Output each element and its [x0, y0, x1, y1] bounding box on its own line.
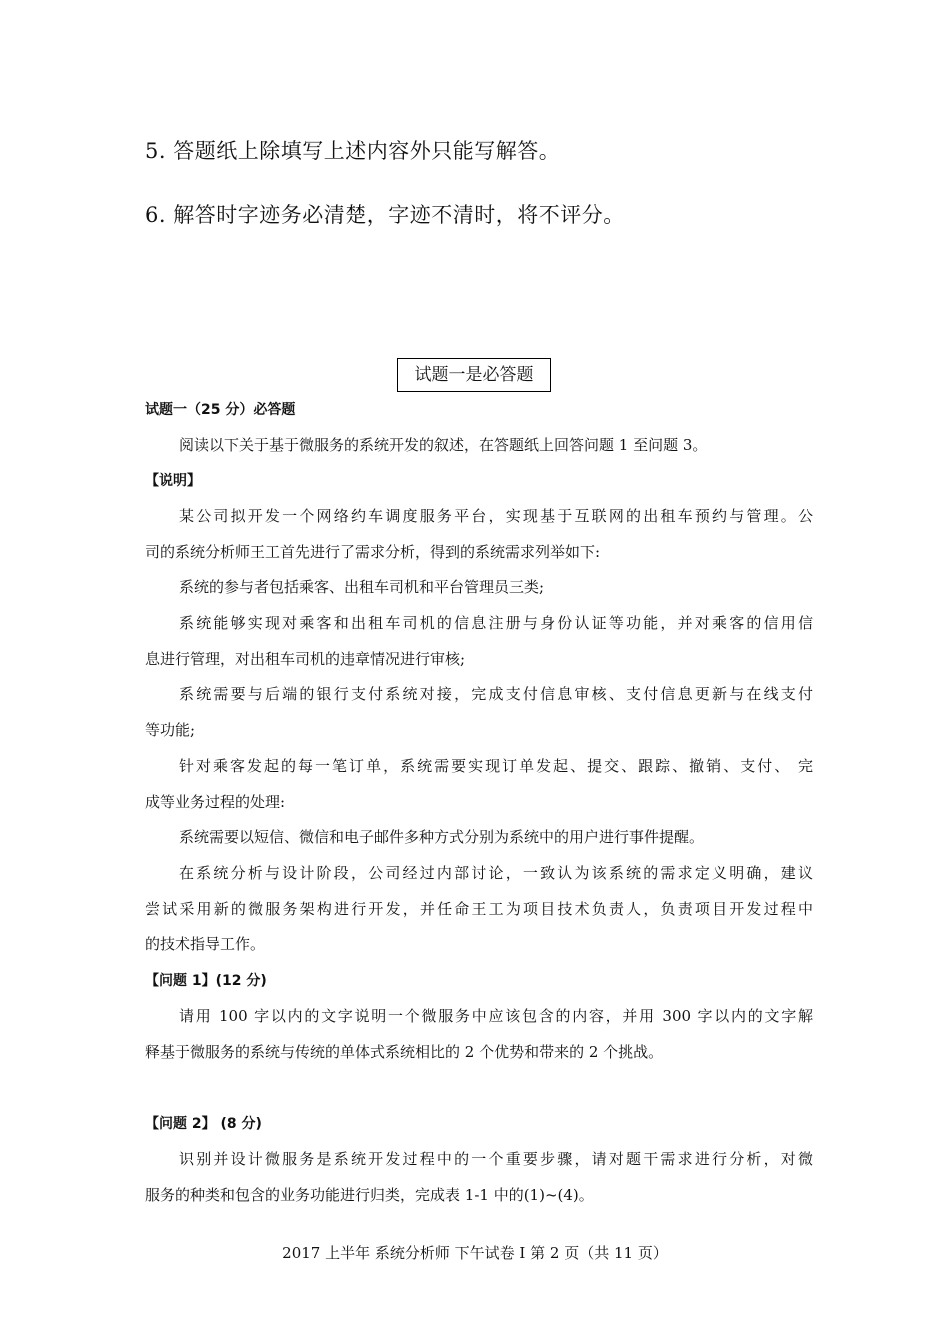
description-line: 尝试采用新的微服务架构进行开发，并任命王工为项目技术负责人，负责项目开发过程中: [145, 900, 813, 918]
description-line: 系统能够实现对乘客和出租车司机的信息注册与身份认证等功能，并对乘客的信用信: [179, 614, 813, 632]
description-line: 系统需要以短信、微信和电子邮件多种方式分别为系统中的用户进行事件提醒。: [179, 828, 705, 846]
description-line: 司的系统分析师王工首先进行了需求分析，得到的系统需求列举如下:: [145, 543, 601, 561]
question-1-line: 释基于微服务的系统与传统的单体式系统相比的 2 个优势和带来的 2 个挑战。: [145, 1043, 664, 1061]
description-line: 成等业务过程的处理:: [145, 793, 286, 811]
description-line: 在系统分析与设计阶段，公司经过内部讨论，一致认为该系统的需求定义明确，建议: [179, 864, 813, 882]
page-footer: 2017 上半年 系统分析师 下午试卷 I 第 2 页（共 11 页）: [282, 1244, 668, 1262]
description-line: 系统的参与者包括乘客、出租车司机和平台管理员三类;: [179, 578, 545, 596]
description-line: 针对乘客发起的每一笔订单，系统需要实现订单发起、提交、跟踪、撤销、支付、 完: [179, 757, 813, 775]
question-2-line: 服务的种类和包含的业务功能进行归类，完成表 1-1 中的(1)~(4)。: [145, 1186, 594, 1204]
description-line: 某公司拟开发一个网络约车调度服务平台，实现基于互联网的出租车预约与管理。公: [179, 507, 813, 525]
question-1-heading: 【问题 1】(12 分): [145, 973, 267, 989]
question-2-line: 识别并设计微服务是系统开发过程中的一个重要步骤，请对题干需求进行分析，对微: [179, 1150, 813, 1168]
question-1-line: 请用 100 字以内的文字说明一个微服务中应该包含的内容，并用 300 字以内的文字解: [179, 1007, 813, 1025]
question-title: 试题一（25 分）必答题: [145, 402, 296, 418]
intro-text: 阅读以下关于基于微服务的系统开发的叙述，在答题纸上回答问题 1 至问题 3。: [179, 436, 708, 454]
boxed-title: 试题一是必答题: [397, 358, 551, 392]
instruction-5: 5. 答题纸上除填写上述内容外只能写解答。: [145, 139, 561, 163]
description-line: 息进行管理，对出租车司机的违章情况进行审核;: [145, 650, 466, 668]
instruction-6: 6. 解答时字迹务必清楚，字迹不清时，将不评分。: [145, 203, 625, 227]
description-line: 的技术指导工作。: [145, 935, 266, 953]
question-2-heading: 【问题 2】 (8 分): [145, 1116, 262, 1132]
description-line: 等功能;: [145, 721, 196, 739]
description-heading: 【说明】: [145, 473, 201, 489]
description-line: 系统需要与后端的银行支付系统对接，完成支付信息审核、支付信息更新与在线支付: [179, 685, 813, 703]
